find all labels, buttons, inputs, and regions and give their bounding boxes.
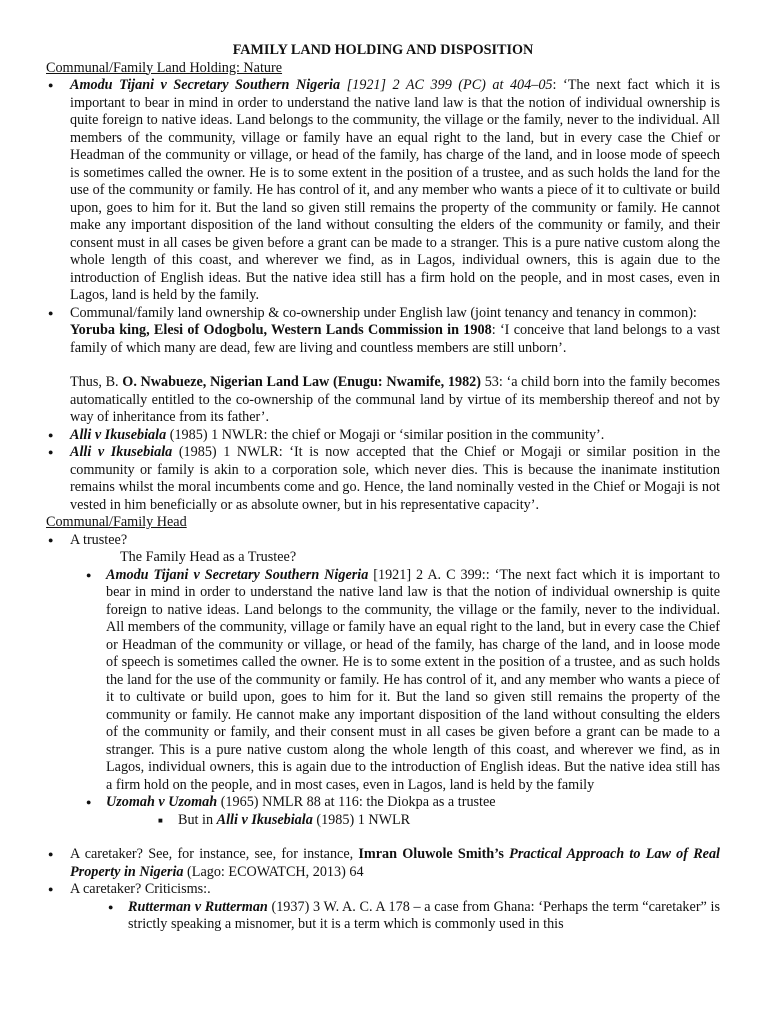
case-name: Alli v Ikusebiala xyxy=(216,811,313,828)
list-item xyxy=(46,881,720,934)
item-text: A caretaker? Criticisms:. xyxy=(70,881,211,897)
section-heading-head: Communal/Family Head xyxy=(46,514,187,530)
case-quote: : ‘The next fact which it is important to bear in mind in order to understand the native land law is that the notion of individual ownership is quite foreign to native ideas. Land belongs to the community, the village or the family, never to the individual. All members of the community, village or family have an equal right to the land, but in every case the Chief or Headman of the community or village, or head of the family, has charge of the land, and in loose mode of speech is sometimes called the owner. He is to some extent in the position of a trustee, and as such holds the land for the use of the community or family. He has control of it, and any member who wants a piece of it to cultivate or build upon, goes to him for it. But the land so given still remains the property of the community or family. He cannot make any important disposition of the land without consulting the elders of the community or family, and their consent must in all cases be given before a grant can be made to a stranger. This is a pure native custom along the whole length of this coast, and wherever we find, as in Lagos, individual owners, this is again due to the introduction of English ideas. But the native idea still has a firm hold on the people, and in most cases, even in Lagos, land is held by the family. xyxy=(70,77,721,303)
author-citation: O. Nwabueze, Nigerian Land Law (Enugu: Nwamife, 1982) xyxy=(122,374,482,390)
bullet-list-nature xyxy=(46,77,720,514)
list-item xyxy=(156,812,720,830)
case-citation: [1921] 2 AC 399 (PC) at 404–05 xyxy=(340,77,553,93)
case-name: Alli v Ikusebiala xyxy=(70,426,167,443)
item-text: (1937) 3 W. A. C. A 178 – a case from Ghana: ‘Perhaps the term “caretaker” is strictly speaking a misnomer, but it is a term which is commonly used in this xyxy=(128,898,720,932)
item-text: A trustee? xyxy=(70,531,128,548)
sub-sub-bullet-list xyxy=(156,812,720,830)
case-name: Amodu Tijani v Secretary Southern Nigeria xyxy=(106,566,369,583)
item-text: (1985) 1 NWLR: ‘It is now accepted that the Chief or Mogaji or similar position in the community or family is akin to a corporation sole, which never dies. This is because the inanimate institution remains whilst the moral incumbents come and go. Hence, the land nominally vested in the Chief or Mogaji is not vested in him beneficially or as absolute owner, but in his representative capacity’. xyxy=(70,444,720,513)
item-text: (1965) NMLR 88 at 116: the Diokpa as a trustee xyxy=(217,794,496,810)
sub-bullet-list xyxy=(84,567,720,830)
subheading: The Family Head as a Trustee? xyxy=(120,549,297,565)
author-quote: 53: ‘a child born into the family becomes automatically entitled to the co-ownership of the communal land by virtue of its membership thereof and not by way of inheritance from its father’. xyxy=(70,374,720,425)
bullet-list-head xyxy=(46,532,720,830)
item-text: Communal/family land ownership & co-ownership under English law (joint tenancy and tenancy in common): xyxy=(70,304,697,321)
item-text: A caretaker? See, for instance, see, for instance, xyxy=(70,846,359,862)
item-text: (1985) 1 NWLR: the chief or Mogaji or ‘similar position in the community’. xyxy=(166,426,605,443)
list-item xyxy=(106,899,720,934)
case-name: Rutterman v Rutterman xyxy=(128,898,268,915)
list-item xyxy=(46,846,720,881)
case-name: Uzomah v Uzomah xyxy=(106,794,218,810)
publication-info: (Lago: ECOWATCH, 2013) 64 xyxy=(183,863,364,880)
case-name: Yoruba king, Elesi of Odogbolu, Western Lands Commission in 1908 xyxy=(70,322,492,338)
document-title: FAMILY LAND HOLDING AND DISPOSITION xyxy=(232,42,534,58)
case-name: Alli v Ikusebiala xyxy=(70,444,173,460)
item-text: Thus, B. xyxy=(70,374,123,390)
list-item xyxy=(46,444,720,514)
item-text: (1985) 1 NWLR xyxy=(312,811,411,828)
list-item xyxy=(46,532,720,830)
sub-bullet-list xyxy=(106,899,720,934)
bullet-list-caretaker xyxy=(46,846,720,934)
list-item xyxy=(46,77,720,305)
author-name: Imran Oluwole Smith’s xyxy=(358,846,510,862)
list-item xyxy=(84,794,720,829)
case-quote: : ‘I conceive that land belongs to a vast family of which many are dead, few are living and countless members are still unborn’. xyxy=(70,322,720,356)
item-text: [1921] 2 A. C 399:: ‘The next fact which it is important to bear in mind in order to understand the native land law is that the notion of individual ownership is quite foreign to native ideas. Land belongs to the community, the village or the family, never to the individual. All members of the community, village or family have an equal right to the land, but in every case the Chief or Headman of the community or village, or head of the family, has charge of the land, and in loose mode of speech is sometimes called the owner. He is to some extent in the position of a trustee, and as such holds the land for the use of the community or family. He has control of it, and any member who wants a piece of it to cultivate or build upon, goes to him for it. But the land so given still remains the property of the community or family. He cannot make any important disposition of the land without consulting the elders of the community or family, and their consent must in all cases be given before a grant can be made to a stranger. This is a pure native custom along the whole length of this coast, and wherever we find, as in Lagos, individual owners, this is again due to the introduction of English ideas. But the native idea still has a firm hold on the people, and in most cases, even in Lagos, land is held by the family xyxy=(106,566,720,793)
book-title: Practical Approach to Law of Real Property in Nigeria xyxy=(70,846,720,880)
list-item xyxy=(46,305,720,427)
section-heading-nature: Communal/Family Land Holding: Nature xyxy=(46,59,283,76)
item-text: But in xyxy=(178,811,217,828)
list-item xyxy=(46,427,720,445)
case-name: Amodu Tijani v Secretary Southern Nigeria xyxy=(70,77,341,93)
list-item xyxy=(84,567,720,795)
